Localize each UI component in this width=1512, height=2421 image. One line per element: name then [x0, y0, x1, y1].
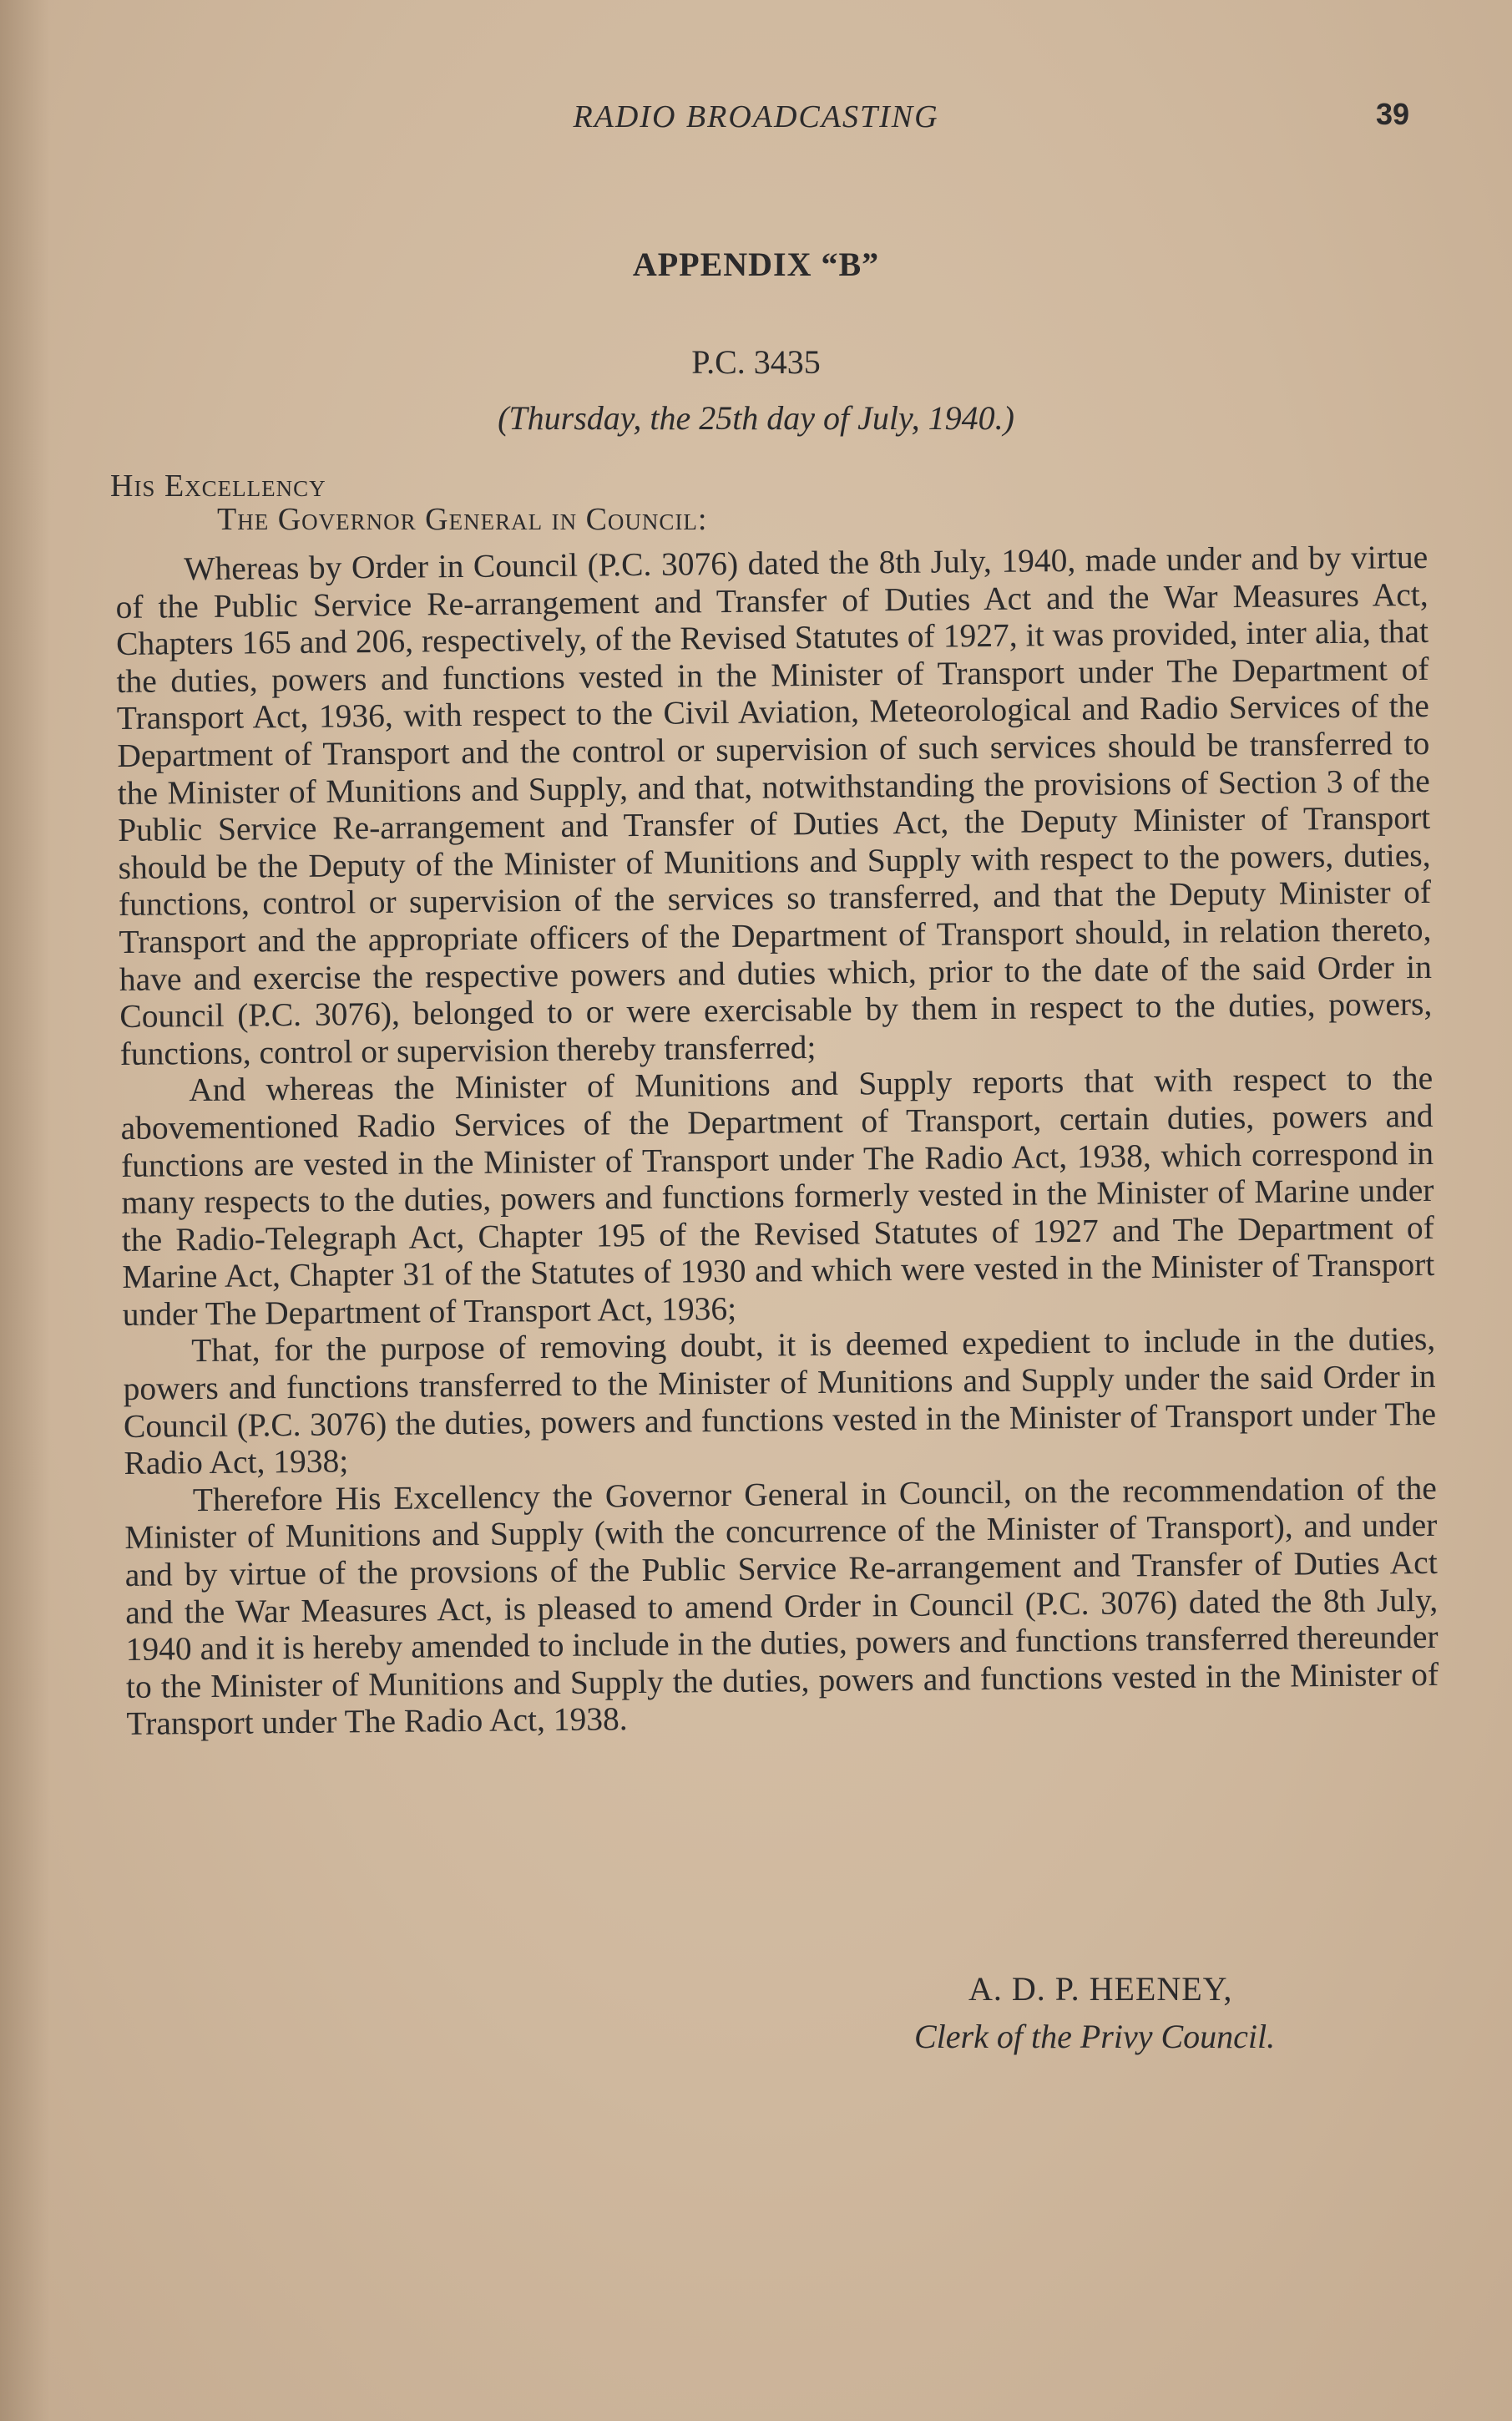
signatory-name: A. D. P. HEENEY, [968, 1970, 1233, 2008]
paragraph-and-whereas: And whereas the Minister of Munitions and Supply reports that with respect to the abovementioned Radio Services of the Department of Transport, certain duties, powers and functions are vested in the Minister of Transport under The Radio Act, 1938, which correspond in many respects to the duties, powers and functions formerly vested in the Minister of Marine under the Radio-Telegraph Act, Chapter 195 of the Revised Statutes of 1927 and The Department of Marine Act, Chapter 31 of the Statutes of 1930 and which were vested in the Minister of Transport under The Department of Transport Act, 1936; [120, 1060, 1435, 1333]
page-number: 39 [1376, 97, 1410, 131]
paragraph-whereas: Whereas by Order in Council (P.C. 3076) dated the 8th July, 1940, made under and by virtue of the Public Service Re-arrangement and Transfer of Duties Act and the War Measures Act, Chapters 165 and 206, respectively, of the Revised Statutes of 1927, it was provided, inter alia, that the duties, powers and functions vested in the Minister of Transport under The Department of Transport Act, 1936, with respect to the Civil Aviation, Meteorological and Radio Services of the Department of Transport and the control or supervision of such services should be transferred to the Minister of Munitions and Supply, and that, notwithstanding the provisions of Section 3 of the Public Service Re-arrangement and Transfer of Duties Act, the Deputy Minister of Transport should be the Deputy of the Minister of Munitions and Supply with respect to the powers, duties, functions, control or supervision of the services so transferred, and that the Deputy Minister of Transport and the appropriate officers of the Department of Transport should, in relation thereto, have and exercise the respective powers and duties which, prior to the date of the said Order in Council (P.C. 3076), belonged to or were exercisable by them in respect to the duties, powers, functions, control or supervision thereby transferred; [115, 538, 1433, 1072]
salutation-line-2: The Governor General in Council: [217, 502, 708, 537]
appendix-title: APPENDIX “B” [632, 246, 880, 283]
paragraph-that: That, for the purpose of removing doubt, it is deemed expedient to include in the duties, powers and functions transferred to the Minister of Munitions and Supply under the said Order in Council (P.C. 3076) the duties, powers and functions vested in the Minister of Transport under The Radio Act, 1938; [123, 1320, 1437, 1482]
running-head: RADIO BROADCASTING [573, 99, 939, 134]
paragraph-therefore: Therefore His Excellency the Governor General in Council, on the recommendation of the Minister of Munitions and Supply (with the concurrence of the Minister of Transport), and under and by virtue of the provsions of the Public Service Re-arrangement and Transfer of Duties Act and the War Measures Act, is pleased to amend Order in Council (P.C. 3076) dated the 8th July, 1940 and it is hereby amended to include in the duties, powers and functions transferred thereunder to the Minister of Munitions and Supply the duties, powers and functions vested in the Minister of Transport under The Radio Act, 1938. [124, 1469, 1439, 1743]
signatory-title: Clerk of the Privy Council. [914, 2018, 1276, 2055]
order-number: P.C. 3435 [691, 343, 821, 381]
order-body [115, 539, 1439, 1743]
date-line: (Thursday, the 25th day of July, 1940.) [498, 399, 1014, 437]
salutation-line-1: His Excellency [110, 468, 326, 504]
